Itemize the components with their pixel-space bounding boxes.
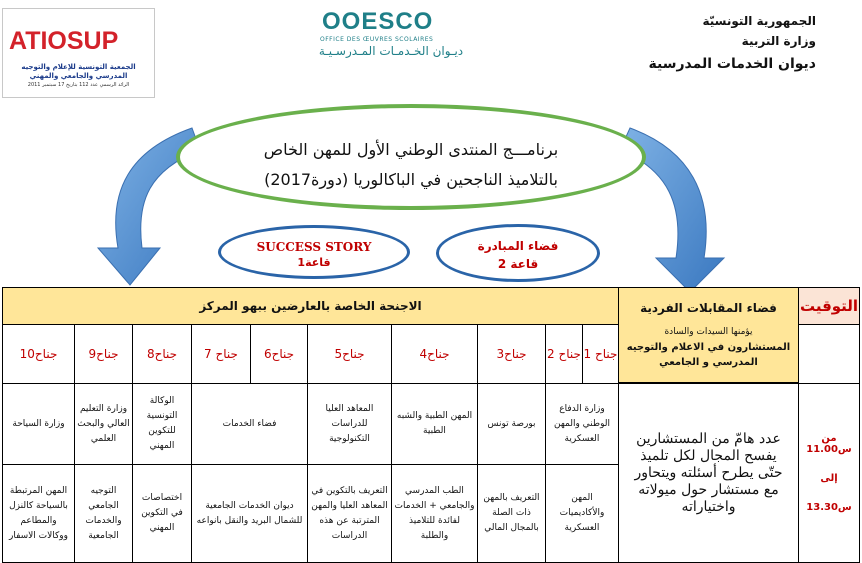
interviews-note-cell: [618, 383, 799, 563]
exhibitor-booth-10: وزارة السياحة: [2, 383, 75, 465]
exhibitor-booth-8: الوكالة التونسية للتكوين المهني: [132, 383, 192, 465]
program-title-ellipse: [176, 104, 646, 210]
booths-header: الاجنحة الخاصة بالعارضين ببهو المركز: [2, 287, 619, 325]
exhibitor-booth-9: وزارة التعليم العالي والبحث العلمي: [74, 383, 133, 465]
atiosup-subtitle: الجمعية التونسية للإعلام والتوجيه المدرسي والجامعي والمهني: [21, 63, 136, 80]
interviews-header: فضاء المقابلات الفردية: [640, 300, 777, 315]
success-story-title: SUCCESS STORY: [256, 240, 372, 254]
booth-5: جناح5: [307, 324, 392, 384]
booth-1: جناح 1: [582, 324, 619, 384]
time-to: إلى: [820, 473, 838, 484]
topic-booth-8: اختصاصات في التكوين المهني: [132, 464, 192, 563]
oeuvres-logo-french: OFFICE DES ŒUVRES SCOLAIRES: [320, 36, 434, 43]
program-title-line1: برنامـــج المنتدى الوطني الأول للمهن الخاص: [263, 140, 559, 159]
schedule-table: [2, 287, 860, 563]
time-from: من س11.00: [806, 433, 852, 455]
booth-6: جناح6: [250, 324, 308, 384]
oeuvres-logo-arabic: ديـوان الخـدمـات المـدرسـيـة: [318, 44, 464, 58]
booth-8: جناح8: [132, 324, 192, 384]
exhibitor-booth-1-2: وزارة الدفاع الوطني والمهن العسكرية: [545, 383, 619, 465]
booth-4: جناح4: [391, 324, 478, 384]
topic-booth-9: التوجيه الجامعي والخدمات الجامعية: [74, 464, 133, 563]
initiative-space-ellipse: [436, 224, 600, 282]
oeuvres-logo-mark: OOESCO: [322, 8, 434, 35]
interviews-note: عدد هامّ من المستشارين يفسح المجال لكل تلميذ حتّى يطرح أسئلته ويتحاور مع مستشار حول ميولاته واختياراته: [634, 430, 783, 515]
atiosup-registration: الرائد الرسمي عدد 112 بتاريخ 17 سبتمبر 2011: [27, 82, 130, 88]
time-end: س13.30: [806, 502, 852, 513]
success-story-ellipse: [218, 225, 410, 279]
topic-booth-10: المهن المرتبطة بالسياحة كالنزل والمطاعم ووكالات الاسفار: [2, 464, 75, 563]
topic-booth-5: التعريف بالتكوين في المعاهد العليا والمهن المترتبة عن هذه الدراسات: [307, 464, 392, 563]
interviews-sub1: يؤمنها السيدات والسادة: [664, 326, 753, 337]
exhibitor-booth-5: المعاهد العليا للدراسات التكنولوجية: [307, 383, 392, 465]
exhibitor-booth-4: المهن الطبية والشبه الطبية: [391, 383, 478, 465]
success-story-room: قاعة1: [297, 256, 331, 269]
interviews-header-cell: [618, 287, 799, 383]
republic-label: الجمهورية التونسيّة: [702, 14, 816, 28]
topic-booth-4: الطب المدرسي والجامعي + الخدمات لفائدة للتلاميذ والطلبة: [391, 464, 478, 563]
topic-booth-3: التعريف بالمهن ذات الصلة بالمجال المالي: [477, 464, 546, 563]
atiosup-logo-text: ATIOSUP: [9, 27, 119, 55]
ministry-label: وزارة التربية: [741, 34, 816, 48]
interviews-sub2: المستشارون في الاعلام والتوجيه المدرسي و الجامعي: [626, 341, 791, 368]
booth-3: جناح3: [477, 324, 546, 384]
initiative-space-room: قاعة 2: [497, 257, 539, 271]
exhibitor-booth-3: بورصة تونس: [477, 383, 546, 465]
exhibitor-booth-6-7: فضاء الخدمات: [191, 383, 308, 465]
timing-spacer: [798, 324, 860, 384]
booth-9: جناح9: [74, 324, 133, 384]
office-label: ديوان الخدمات المدرسية: [648, 56, 816, 72]
topic-booth-6-7: ديوان الخدمات الجامعية للشمال البريد والنقل بانواعه: [191, 464, 308, 563]
booth-10: جناح10: [2, 324, 75, 384]
topic-booth-1-2: المهن والأكاديميات العسكرية: [545, 464, 619, 563]
booth-7: جناح 7: [191, 324, 251, 384]
initiative-space-title: فضاء المبادرة: [477, 239, 559, 253]
program-title-line2: بالتلاميذ الناجحين في الباكالوريا (دورة2017): [264, 170, 558, 189]
time-cell: [798, 383, 860, 563]
timing-header: التوقيت: [798, 287, 860, 325]
booth-2: جناح 2: [545, 324, 583, 384]
